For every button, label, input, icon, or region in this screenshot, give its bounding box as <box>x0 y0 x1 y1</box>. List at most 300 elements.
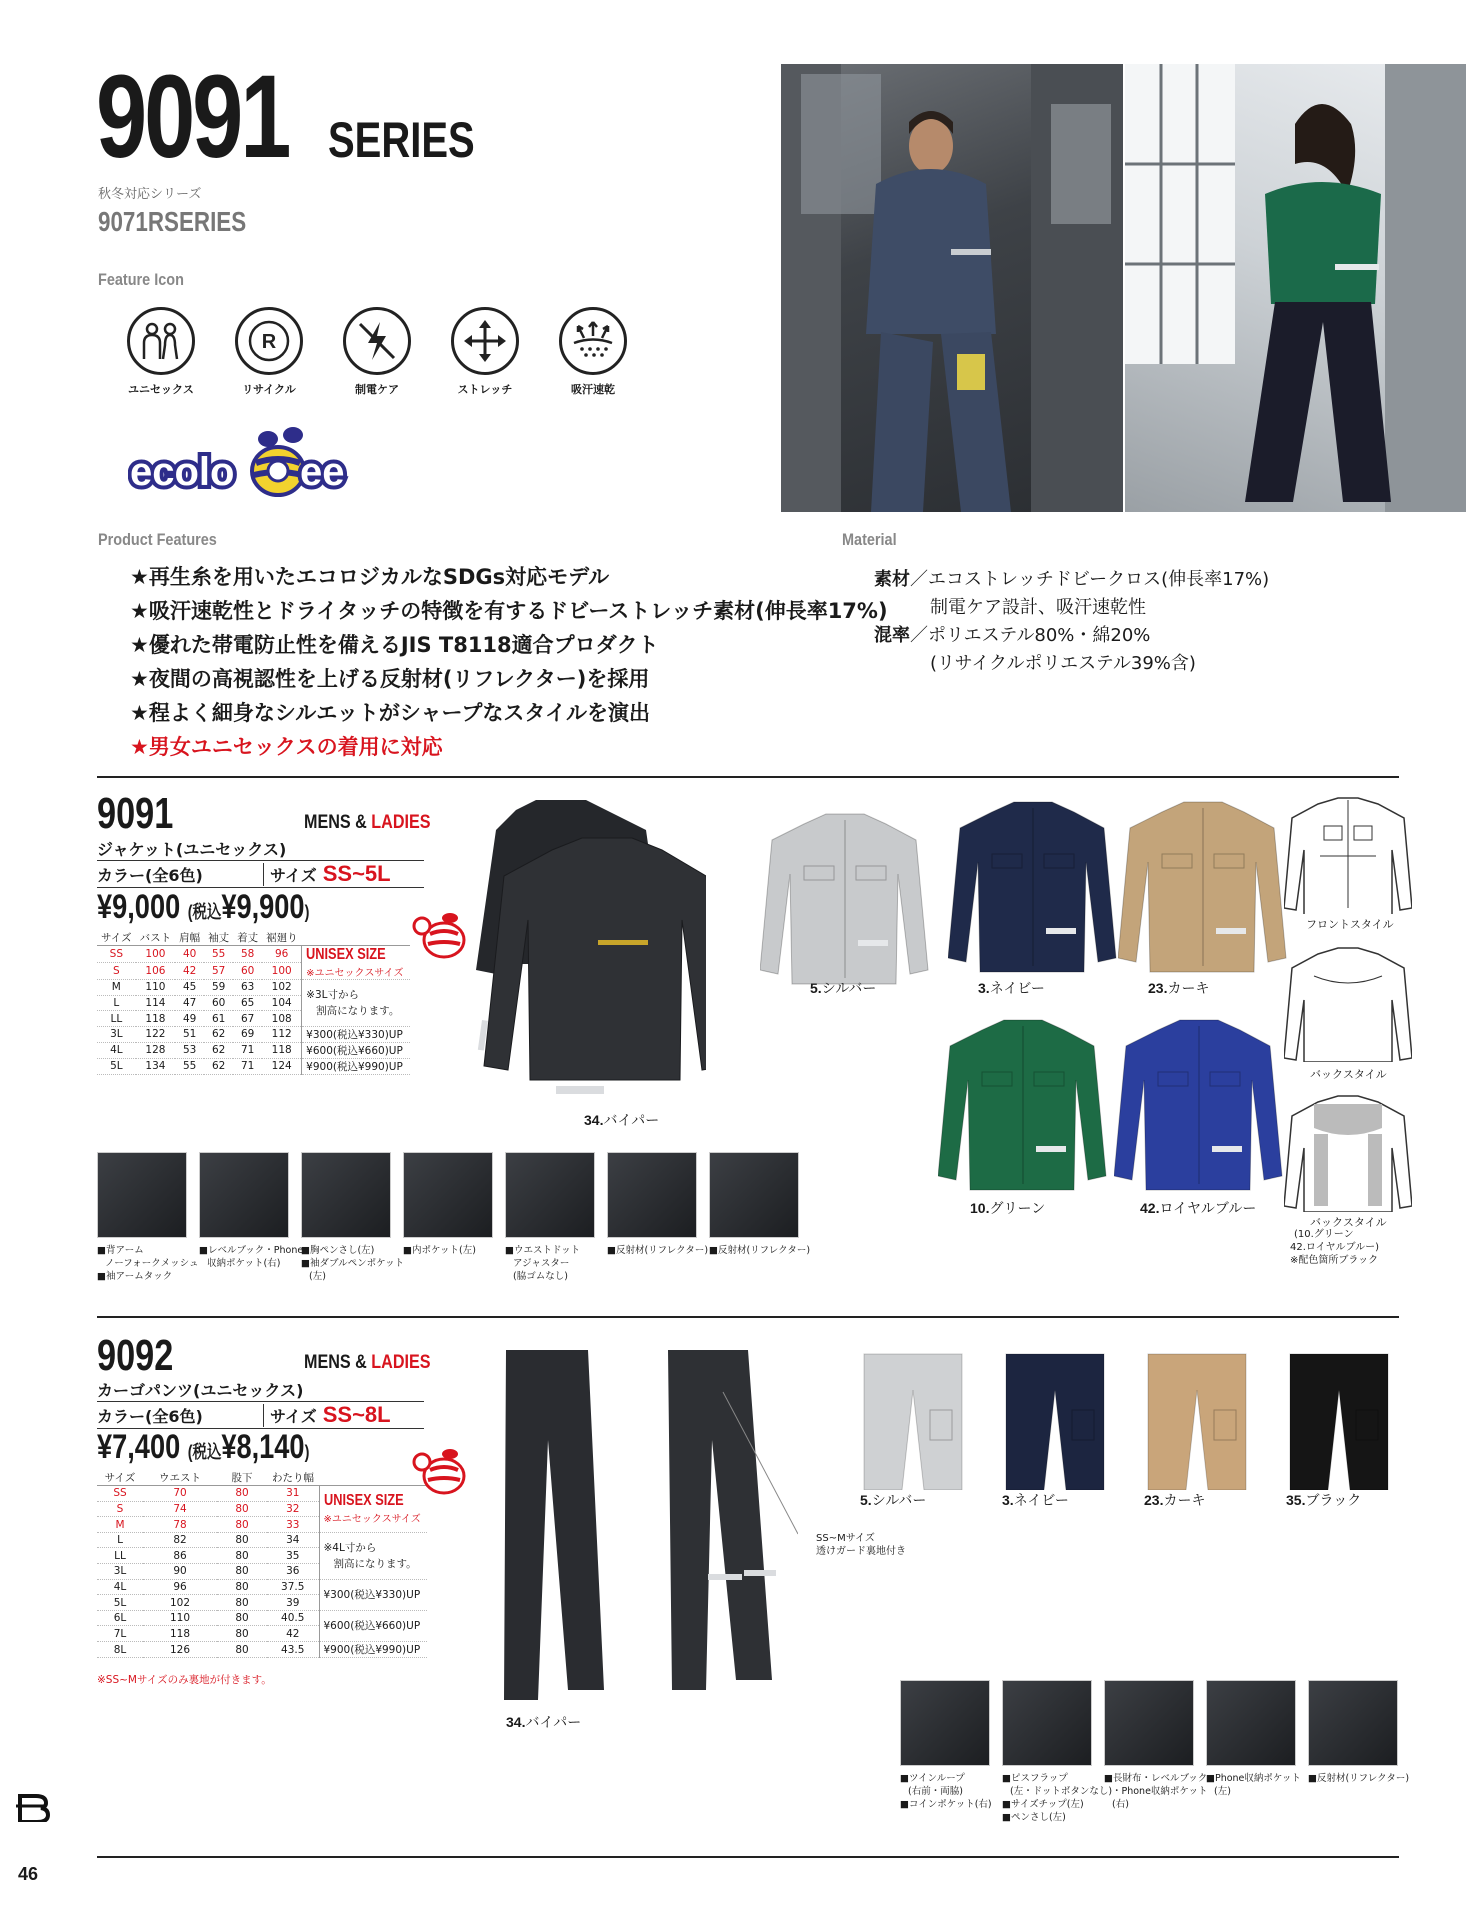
detail-caption <box>505 1244 580 1283</box>
cell: 51 <box>175 1026 204 1042</box>
cell: 5L <box>97 1058 136 1074</box>
detail-caption <box>607 1244 708 1257</box>
material-label: Material <box>842 530 897 549</box>
ecolobee-logo <box>128 425 368 505</box>
color-caption <box>810 978 876 998</box>
cell: 80 <box>217 1486 267 1502</box>
pants-size-table <box>97 1470 427 1658</box>
cell: 78 <box>143 1517 217 1533</box>
cell: 71 <box>233 1042 262 1058</box>
cell: 62 <box>204 1026 233 1042</box>
cell: 86 <box>143 1548 217 1564</box>
cell: 82 <box>143 1532 217 1548</box>
cell: 35 <box>267 1548 319 1564</box>
bee-mascot-icon <box>410 1448 470 1502</box>
table-row <box>97 1026 410 1042</box>
cell: 31 <box>267 1486 319 1502</box>
jacket-illustration <box>760 810 930 990</box>
detail-caption-line: (右前・両脇) <box>908 1786 963 1797</box>
cell: 57 <box>204 963 233 980</box>
cell: 40.5 <box>267 1610 319 1626</box>
color-name: ネイビー <box>989 981 1045 997</box>
feature-antistatic <box>342 307 412 397</box>
style-note-line: ※配色箇所ブラック <box>1290 1255 1379 1266</box>
section-divider <box>97 1856 1399 1858</box>
upcharge: ¥600(税込¥660)UP <box>302 1042 410 1058</box>
detail-caption <box>403 1244 476 1257</box>
price-tax: ¥8,140 <box>221 1428 305 1466</box>
guard-note <box>816 1532 906 1558</box>
color-num: 34. <box>584 1112 604 1128</box>
color-caption <box>1144 1490 1205 1510</box>
detail-photo <box>403 1152 493 1238</box>
cell: 112 <box>262 1026 302 1042</box>
detail-photo <box>199 1152 289 1238</box>
cell: 110 <box>136 980 176 996</box>
feature-unisex <box>126 307 196 397</box>
feature-sweat-dry <box>558 307 628 397</box>
product-features-label: Product Features <box>98 530 217 549</box>
table-row <box>97 1486 427 1502</box>
cell: 36 <box>267 1564 319 1580</box>
cell: 122 <box>136 1026 176 1042</box>
upcharge: ¥300(税込¥330)UP <box>319 1579 427 1610</box>
cell: 62 <box>204 1058 233 1074</box>
cell: 80 <box>217 1595 267 1611</box>
size-note: ※4L寸から <box>323 1541 377 1554</box>
cell: 43.5 <box>267 1642 319 1658</box>
material-info <box>874 566 1269 678</box>
material-line <box>874 650 1269 678</box>
cell: 39 <box>267 1595 319 1611</box>
cell: 4L <box>97 1579 143 1595</box>
price: ¥9,000 <box>97 888 181 926</box>
style-label: バックスタイル <box>1310 1068 1387 1081</box>
detail-caption <box>1206 1772 1301 1798</box>
cell: 110 <box>143 1610 217 1626</box>
feature-item: ★優れた帯電防止性を備えるJIS T8118適合プロダクト <box>130 633 659 657</box>
cell: 69 <box>233 1026 262 1042</box>
guard-note-line: 透けガード裏地付き <box>816 1546 906 1557</box>
color-num: 5. <box>810 980 822 996</box>
cell: 40 <box>175 946 204 963</box>
cell: 74 <box>143 1501 217 1517</box>
pants-illustration <box>1000 1350 1110 1490</box>
detail-caption-line: ■反射材(リフレクター) <box>607 1245 709 1256</box>
material-value: 制電ケア設計、吸汗速乾性 <box>930 597 1146 618</box>
detail-caption-line: ■サイズチップ(左) <box>1002 1799 1084 1810</box>
cell: 5L <box>97 1595 143 1611</box>
jacket-illustration <box>948 798 1118 978</box>
th: 股下 <box>217 1470 267 1486</box>
antistatic-icon <box>343 307 411 375</box>
table-row <box>97 1579 427 1595</box>
detail-caption-line: (左) <box>309 1271 326 1282</box>
back-style-drawing <box>1284 946 1412 1062</box>
cell: 106 <box>136 963 176 980</box>
color-caption <box>584 1110 659 1130</box>
detail-caption-line: ■ペンさし(左) <box>1002 1812 1066 1823</box>
color-name: シルバー <box>871 1493 927 1509</box>
sweat-dry-icon <box>559 307 627 375</box>
th: ウエスト <box>143 1470 217 1486</box>
detail-caption-line: アジャスター <box>513 1258 570 1269</box>
detail-caption-line: ■長財布・レベルブック <box>1104 1773 1208 1784</box>
cell: 61 <box>204 1011 233 1027</box>
color-name: カーキ <box>1163 1493 1206 1509</box>
cell: SS <box>97 946 136 963</box>
feature-recycle <box>234 307 304 397</box>
unisex-size-label: UNISEX SIZE <box>323 1492 404 1510</box>
color-name: ネイビー <box>1013 1493 1069 1509</box>
front-style-drawing <box>1284 796 1412 914</box>
color-num: 35. <box>1286 1492 1306 1508</box>
cell: 60 <box>204 995 233 1011</box>
detail-caption <box>900 1772 992 1811</box>
cell: 3L <box>97 1564 143 1580</box>
cell: 34 <box>267 1532 319 1548</box>
color-name: ロイヤルブルー <box>1159 1201 1257 1217</box>
pants-illustration-viper <box>498 1344 798 1714</box>
cell: 118 <box>262 1042 302 1058</box>
svg-text:ee: ee <box>300 450 345 494</box>
feature-label: 吸汗速乾 <box>571 383 615 396</box>
cell: 104 <box>262 995 302 1011</box>
feature-highlight: ★男女ユニセックスの着用に対応 <box>130 735 443 759</box>
brand-logo-icon <box>16 1792 50 1826</box>
cell: 124 <box>262 1058 302 1074</box>
jacket-size-range <box>323 861 391 887</box>
pants-color-size <box>97 1402 424 1429</box>
cell: 70 <box>143 1486 217 1502</box>
detail-photo <box>97 1152 187 1238</box>
cell: 80 <box>217 1532 267 1548</box>
cell: 71 <box>233 1058 262 1074</box>
recycle-icon <box>235 307 303 375</box>
page-number: 46 <box>18 1864 39 1884</box>
table-row <box>97 1610 427 1626</box>
cell: 58 <box>233 946 262 963</box>
detail-caption-line: ■袖アームタック <box>97 1271 173 1282</box>
model-photo-man <box>781 64 1123 512</box>
cell: L <box>97 995 136 1011</box>
color-caption <box>860 1490 926 1510</box>
color-num: 5. <box>860 1492 872 1508</box>
color-name: シルバー <box>821 981 877 997</box>
upcharge: ¥300(税込¥330)UP <box>302 1026 410 1042</box>
detail-caption <box>301 1244 404 1283</box>
pants-illustration <box>1284 1350 1394 1490</box>
cell: 126 <box>143 1642 217 1658</box>
detail-caption-line: (左・ドットボタンなし) <box>1010 1786 1113 1797</box>
paren: ) <box>304 902 310 922</box>
jacket-size-table-wrap <box>97 930 410 1075</box>
pants-illustration <box>858 1350 968 1490</box>
detail-photo <box>1308 1680 1398 1766</box>
detail-caption-line: ■反射材(リフレクター) <box>709 1245 811 1256</box>
detail-caption-line: ■ピスフラップ <box>1002 1773 1068 1784</box>
th: 裾廻り <box>262 930 302 946</box>
series-number: 9091 <box>96 51 289 183</box>
cell: 96 <box>143 1579 217 1595</box>
jacket-size-table <box>97 930 410 1075</box>
cell: 100 <box>262 963 302 980</box>
cell: 80 <box>217 1610 267 1626</box>
unisex-size-sub: ※ユニセックスサイズ <box>306 968 404 980</box>
cell: 7L <box>97 1626 143 1642</box>
pants-illustration <box>1142 1350 1252 1490</box>
cell: 102 <box>143 1595 217 1611</box>
table-row <box>97 1058 410 1074</box>
cell: S <box>97 1501 143 1517</box>
style-note-line: 42.ロイヤルブルー) <box>1290 1242 1380 1253</box>
cell: M <box>97 980 136 996</box>
cell: 4L <box>97 1042 136 1058</box>
size-range-text: SS~8L <box>322 1402 391 1427</box>
cell: 65 <box>233 995 262 1011</box>
color-num: 10. <box>970 1200 990 1216</box>
color-caption <box>970 1198 1045 1218</box>
jacket-illustration <box>1118 798 1288 978</box>
cell: 114 <box>136 995 176 1011</box>
detail-caption-line: (脇ゴムなし) <box>513 1271 568 1282</box>
table-row <box>97 1042 410 1058</box>
size-note: 割高になります。 <box>333 1557 417 1570</box>
detail-caption-line: ■反射材(リフレクター) <box>1308 1773 1410 1784</box>
tax-label: (税込 <box>187 902 222 922</box>
detail-caption-line: ■背アーム <box>97 1245 144 1256</box>
cell: 96 <box>262 946 302 963</box>
detail-caption <box>709 1244 810 1257</box>
cell: 55 <box>175 1058 204 1074</box>
detail-photo <box>301 1152 391 1238</box>
cell: 80 <box>217 1501 267 1517</box>
style-note <box>1290 1228 1379 1267</box>
th: 着丈 <box>233 930 262 946</box>
detail-caption-line: 収納ポケット(右) <box>207 1258 281 1269</box>
feature-item: ★再生糸を用いたエコロジカルなSDGs対応モデル <box>130 565 610 589</box>
material-value: ／エコストレッチドビークロス(伸長率17%) <box>910 569 1270 590</box>
jacket-illustration <box>1114 1016 1284 1196</box>
th: わたり幅 <box>267 1470 319 1486</box>
cell: 49 <box>175 1011 204 1027</box>
jacket-illustration-viper <box>466 790 706 1120</box>
material-line <box>874 622 1269 650</box>
feature-label: リサイクル <box>242 383 296 396</box>
unisex-size-label: UNISEX SIZE <box>306 946 386 964</box>
feature-item: ★吸汗速乾性とドライタッチの特徴を有するドビーストレッチ素材(伸長率17%) <box>130 599 888 623</box>
cell: 118 <box>143 1626 217 1642</box>
color-caption <box>978 978 1045 998</box>
jacket-code: 9091 <box>97 789 174 838</box>
color-name: グリーン <box>989 1201 1046 1217</box>
detail-caption-line: ・Phone収納ポケット <box>1112 1786 1208 1797</box>
style-label: バックスタイル <box>1310 1216 1387 1229</box>
detail-caption-line: ■ツインループ <box>900 1773 965 1784</box>
detail-caption-line: ■レベルブック・Phone <box>199 1245 304 1256</box>
detail-photo <box>505 1152 595 1238</box>
cell: 55 <box>204 946 233 963</box>
th: サイズ <box>97 1470 143 1486</box>
cell: 42 <box>267 1626 319 1642</box>
cell: 67 <box>233 1011 262 1027</box>
detail-caption <box>1308 1772 1409 1785</box>
cell: 32 <box>267 1501 319 1517</box>
th: 袖丈 <box>204 930 233 946</box>
product-features-list <box>130 560 888 764</box>
feature-stretch <box>450 307 520 397</box>
cell: 118 <box>136 1011 176 1027</box>
cell: 80 <box>217 1579 267 1595</box>
material-line <box>874 566 1269 594</box>
jacket-illustration <box>938 1016 1108 1196</box>
detail-caption <box>97 1244 198 1283</box>
material-value: ／ポリエステル80%・綿20% <box>910 625 1151 646</box>
cell: LL <box>97 1011 136 1027</box>
material-value: (リサイクルポリエステル39%含) <box>930 653 1196 674</box>
section-divider <box>97 776 1399 778</box>
season-label: 秋冬対応シリーズ <box>98 187 202 202</box>
pants-size-label: サイズ <box>263 1404 317 1427</box>
color-num: 23. <box>1148 980 1168 996</box>
color-num: 3. <box>978 980 990 996</box>
feature-item: ★夜間の高視認性を上げる反射材(リフレクター)を採用 <box>130 667 650 691</box>
cell: 100 <box>136 946 176 963</box>
jacket-gender <box>304 812 431 834</box>
cell: 42 <box>175 963 204 980</box>
pants-gender <box>304 1352 431 1374</box>
series-title <box>96 51 511 183</box>
color-caption <box>1286 1490 1361 1510</box>
feature-item: ★程よく細身なシルエットがシャープなスタイルを演出 <box>130 701 650 725</box>
th: サイズ <box>97 930 136 946</box>
cell: 3L <box>97 1026 136 1042</box>
color-num: 42. <box>1140 1200 1160 1216</box>
style-note-line: (10.グリーン <box>1294 1229 1354 1240</box>
cell: 8L <box>97 1642 143 1658</box>
cell: 80 <box>217 1626 267 1642</box>
detail-photo <box>900 1680 990 1766</box>
detail-photo <box>1002 1680 1092 1766</box>
price: ¥7,400 <box>97 1428 181 1466</box>
material-line <box>874 594 1269 622</box>
color-caption <box>1148 978 1209 998</box>
color-name: バイパー <box>525 1715 582 1731</box>
cell: LL <box>97 1548 143 1564</box>
size-note: ※3L寸から <box>306 988 359 1001</box>
cell: 128 <box>136 1042 176 1058</box>
unisex-icon <box>127 307 195 375</box>
upcharge: ¥900(税込¥990)UP <box>319 1642 427 1658</box>
model-photo-woman <box>1125 64 1466 512</box>
detail-caption <box>199 1244 303 1270</box>
cell: 108 <box>262 1011 302 1027</box>
pants-footnote: ※SS~Mサイズのみ裏地が付きます。 <box>97 1674 272 1686</box>
jacket-size-label: サイズ <box>263 863 317 886</box>
series-word: SERIES <box>328 112 475 168</box>
size-note: 割高になります。 <box>316 1004 400 1017</box>
detail-photo <box>607 1152 697 1238</box>
svg-text:R: R <box>261 331 277 353</box>
feature-icon-label: Feature Icon <box>98 270 184 289</box>
tax-label: (税込 <box>187 1442 222 1462</box>
color-num: 34. <box>506 1714 526 1730</box>
cell: 33 <box>267 1517 319 1533</box>
gender-ladies: LADIES <box>371 1352 431 1373</box>
cell: S <box>97 963 136 980</box>
feature-label: ユニセックス <box>128 383 194 396</box>
cell: 80 <box>217 1564 267 1580</box>
color-caption <box>506 1712 581 1732</box>
cell: 80 <box>217 1517 267 1533</box>
pants-size-table-wrap <box>97 1470 427 1658</box>
color-num: 3. <box>1002 1492 1014 1508</box>
th: バスト <box>136 930 176 946</box>
color-num: 23. <box>1144 1492 1164 1508</box>
bee-mascot-icon <box>410 912 470 966</box>
detail-caption-line: ■胸ペンさし(左) <box>301 1245 375 1256</box>
cell: L <box>97 1532 143 1548</box>
cell: 45 <box>175 980 204 996</box>
table-row <box>97 980 410 996</box>
detail-caption-line: ノーフォークメッシュ <box>105 1258 199 1269</box>
detail-caption-line: (右) <box>1112 1799 1129 1810</box>
cell: 80 <box>217 1548 267 1564</box>
detail-caption <box>1104 1772 1207 1811</box>
cell: 102 <box>262 980 302 996</box>
color-name: バイパー <box>603 1113 660 1129</box>
back-style-drawing-color <box>1284 1094 1412 1212</box>
pants-color-label: カラー(全6色) <box>97 1406 203 1426</box>
cell: 60 <box>233 963 262 980</box>
size-range-text: SS~5L <box>322 861 391 886</box>
cell: 80 <box>217 1642 267 1658</box>
gender-mens: MENS & <box>304 812 367 833</box>
pants-code: 9092 <box>97 1331 174 1380</box>
svg-text:ecolo: ecolo <box>130 450 235 494</box>
jacket-color-size <box>97 861 424 888</box>
upcharge: ¥900(税込¥990)UP <box>302 1058 410 1074</box>
jacket-name: ジャケット(ユニセックス) <box>97 837 424 861</box>
cell: 134 <box>136 1058 176 1074</box>
detail-photo <box>1206 1680 1296 1766</box>
price-tax: ¥9,900 <box>221 888 305 926</box>
cell: 6L <box>97 1610 143 1626</box>
unisex-size-sub: ※ユニセックスサイズ <box>323 1514 421 1526</box>
cell: 53 <box>175 1042 204 1058</box>
color-caption <box>1140 1198 1256 1218</box>
table-row <box>97 946 410 963</box>
gender-mens: MENS & <box>304 1352 367 1373</box>
jacket-color-label: カラー(全6色) <box>97 865 203 885</box>
jacket-price <box>97 888 309 927</box>
feature-label: ストレッチ <box>457 383 513 396</box>
gender-ladies: LADIES <box>371 812 431 833</box>
detail-photo <box>1104 1680 1194 1766</box>
pants-price <box>97 1428 309 1467</box>
cell: 37.5 <box>267 1579 319 1595</box>
style-label: フロントスタイル <box>1306 918 1394 931</box>
cell: M <box>97 1517 143 1533</box>
detail-caption <box>1002 1772 1112 1824</box>
th: 肩幅 <box>175 930 204 946</box>
feature-label: 制電ケア <box>355 383 399 396</box>
cell: 59 <box>204 980 233 996</box>
cell: SS <box>97 1486 143 1502</box>
detail-caption-line: (左) <box>1214 1786 1231 1797</box>
feature-icons <box>126 307 628 397</box>
paren: ) <box>304 1442 310 1462</box>
